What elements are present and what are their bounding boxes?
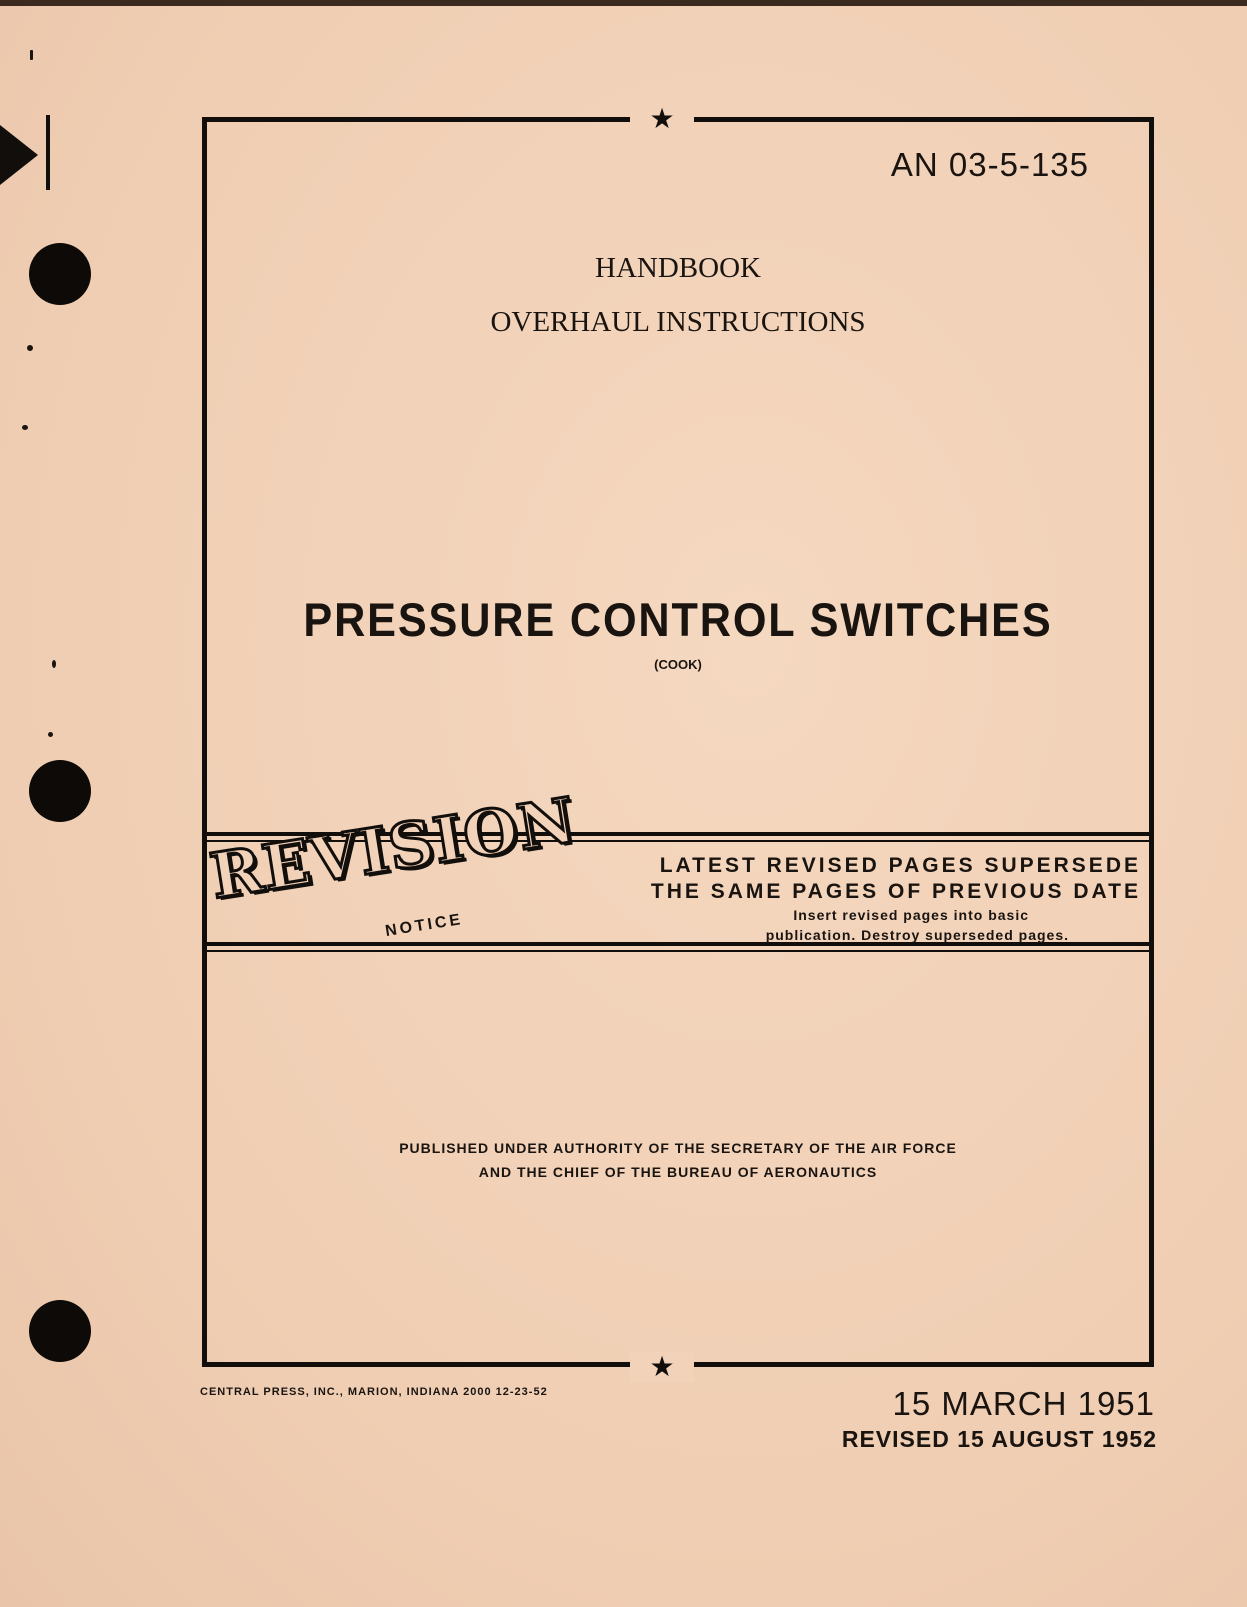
scan-speck — [30, 50, 33, 60]
publication-date: 15 MARCH 1951 — [892, 1385, 1155, 1422]
punch-hole-middle — [29, 760, 91, 822]
revision-line-3: Insert revised pages into basic — [793, 907, 1029, 923]
punch-hole-top — [29, 243, 91, 305]
star-icon: ★ — [630, 1352, 694, 1382]
punch-hole-bottom — [29, 1300, 91, 1362]
document-type: OVERHAUL INSTRUCTIONS — [490, 306, 866, 338]
torn-edge-mark — [46, 115, 50, 190]
manufacturer-subtitle: (COOK) — [654, 657, 702, 672]
band-rule — [207, 950, 1149, 952]
notice-label: NOTICE — [384, 910, 465, 941]
revision-line-1: LATEST REVISED PAGES SUPERSEDE — [659, 854, 1141, 877]
printer-imprint: CENTRAL PRESS, INC., MARION, INDIANA 2000 12-23-52 — [200, 1386, 548, 1398]
revision-stamp: REVISION — [205, 783, 581, 913]
scan-speck — [52, 660, 56, 668]
revision-line-4: publication. Destroy superseded pages. — [765, 927, 1069, 943]
handbook-heading: HANDBOOK — [595, 252, 761, 284]
scan-speck — [22, 425, 28, 430]
scan-speck — [27, 345, 33, 351]
page-frame — [202, 102, 1154, 1383]
scan-speck — [48, 732, 53, 737]
document-number: AN 03-5-135 — [890, 146, 1089, 183]
torn-corner-mark — [0, 125, 38, 185]
star-icon: ★ — [630, 104, 694, 134]
revision-date: REVISED 15 AUGUST 1952 — [841, 1426, 1157, 1452]
scan-top-edge — [0, 0, 1247, 6]
revision-notice-band — [205, 783, 1149, 972]
revision-line-2: THE SAME PAGES OF PREVIOUS DATE — [650, 880, 1141, 903]
page-title: PRESSURE CONTROL SWITCHES — [303, 593, 1053, 646]
authority-line-2: AND THE CHIEF OF THE BUREAU OF AERONAUTICS — [478, 1164, 878, 1180]
authority-line-1: PUBLISHED UNDER AUTHORITY OF THE SECRETARY OF THE AIR FORCE — [399, 1140, 957, 1156]
